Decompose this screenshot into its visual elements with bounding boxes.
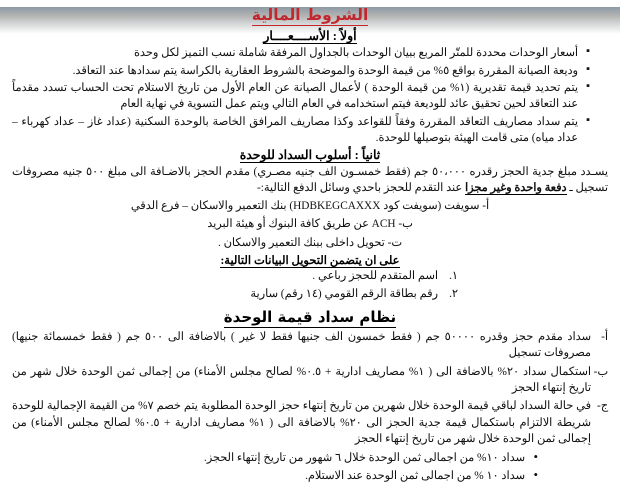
payment-method-item-ach-text: ACH عن طريق كافة البنوك أو هيئة البريد bbox=[207, 218, 396, 231]
price-bullet-3-text: يتم تحديد قيمة تقديرية (١% من قيمة الوحدة ) لأعمال الصيانة عن العام الأول من تاريخ الاستلام تحت الحساب تسدد مقدماً عند التعاقد لحين تحقيق عائد للوديعة فيتم استخدامه في العام التالي ويتم عمل التسوية في نهاية العام bbox=[12, 82, 578, 111]
price-bullet-1-text: أسعار الوحدات محددة للمتّر المربع ببيان الوحدات بالجداول المرفقة شاملة نسب التميز لكل وحدة bbox=[134, 47, 578, 60]
section-heading-payment-method bbox=[12, 148, 608, 163]
transfer-detail-2-text: رقم بطاقة الرقم القومي (١٤ رقم) سارية bbox=[250, 287, 438, 300]
document-content bbox=[0, 7, 620, 484]
payment-method-intro bbox=[12, 164, 608, 196]
list-item bbox=[12, 45, 590, 61]
prices-bullet-list bbox=[12, 45, 608, 146]
payment-method-intro-part2: عند التقدم للحجز باحدي وسائل الدفع التالية:- bbox=[256, 182, 465, 195]
unit-payment-item-b-text: استكمال سداد ٢٠% بالاضافة الى ( ١% مصاريف ادارية + ٠.٥% لصالح مجلس الأمناء) من إجمالى ثمن الوحدة خلال شهر من تاريخ إنتهاء الحجز bbox=[12, 365, 591, 395]
unit-payment-item-a bbox=[12, 329, 608, 362]
price-bullet-2-text: وديعة الصيانة المقررة بواقع ٥% من قيمة الوحدة والموضحة بالشروط العقارية بالكراسة يتم سدادها عند التعاقد. bbox=[72, 64, 578, 77]
list-item bbox=[12, 450, 538, 466]
section-heading-prices-text: أولاً : الأســــعــــار bbox=[263, 28, 357, 43]
unit-payment-item-c-text: في حالة السداد لباقي قيمة الوحدة خلال شهرين من تاريخ إنتهاء حجز الوحدة المطلوبة يتم خصم ٧% من القيمة الإجمالية للوحدة شريطة الالتزام باستكمال قيمة جدية الحجز الى ٢٠% بالاضافة الى ( ١% مصاريف ادارية + ٠.٥% لصالح مجلس الأمناء) من إجمالى ثمن الوحدة خلال شهر من تاريخ إنتهاء الحجز bbox=[12, 400, 591, 446]
installment-2-text: سداد ١٠ % من اجمالى ثمن الوحدة عند الاستلام. bbox=[305, 469, 525, 482]
section-heading-payment-method-text: ثانياً : أسلوب السداد للوحدة bbox=[239, 148, 381, 162]
payment-method-item-swift-text: سويفت (سويفت كود HDBKEGCAXXX) بنك التعمير والاسكان – فرع الدقي bbox=[130, 200, 480, 213]
unit-payment-installments-list bbox=[12, 450, 608, 485]
payment-method-item-internal-transfer-label: ت- bbox=[387, 236, 403, 249]
unit-payment-item-c-label: ج- bbox=[596, 400, 608, 413]
unit-payment-item-b-label: ب- bbox=[593, 365, 608, 378]
list-item bbox=[12, 63, 590, 79]
section-heading-unit-payment-system bbox=[12, 308, 608, 326]
payment-method-intro-part1: يسـدد مبلغ جدية الحجز رقدره ٥٠،٠٠٠ جم (فقط خمسـون الف جنيه مصـري) مقدم الحجز بالاضـافة الى مبلغ ٥٠٠ جنيه مصروفات تسجيل ـ bbox=[12, 166, 608, 195]
list-item bbox=[12, 80, 590, 112]
installment-1-text: سداد ١٠% من اجمالى ثمن الوحدة خلال ٦ شهور من تاريخ إنتهاء الحجز. bbox=[203, 451, 525, 464]
payment-method-item-internal-transfer-text: تحويل داخلى ببنك التعمير والاسكان . bbox=[217, 236, 385, 249]
transfer-details-heading-text: على ان يتضمن التحويل البيانات التالية: bbox=[220, 255, 400, 268]
section-heading-unit-payment-system-text: نظام سداد قيمة الوحدة bbox=[223, 307, 397, 326]
payment-method-item-internal-transfer bbox=[12, 235, 608, 251]
payment-method-item-ach bbox=[12, 216, 608, 232]
document-title-text: الشروط المالية bbox=[251, 6, 369, 24]
list-item bbox=[12, 114, 590, 146]
list-item bbox=[12, 286, 458, 302]
payment-method-item-swift-label: أ- bbox=[482, 200, 490, 213]
payment-method-item-swift bbox=[12, 198, 608, 214]
transfer-details-heading bbox=[12, 253, 608, 267]
list-item bbox=[12, 468, 538, 484]
price-bullet-4-text: يتم سداد مصاريف التعاقد المقررة وفقاً للقواعد وكذا مصاريف المرافق الخاصة بالوحدة السكنية (عداد غاز – عداد كهرباء – عداد مياه) متى قامت الهيئة بتوصيلها للوحدة. bbox=[12, 115, 578, 144]
unit-payment-item-b bbox=[12, 364, 608, 397]
unit-payment-item-a-label: أ- bbox=[601, 330, 608, 343]
document-page bbox=[0, 7, 620, 503]
transfer-detail-1-text: اسم المتقدم للحجز رباعي . bbox=[312, 270, 438, 283]
list-item bbox=[12, 268, 458, 284]
payment-method-item-ach-label: ب- bbox=[398, 218, 413, 231]
transfer-detail-2-number: ٢. bbox=[449, 287, 458, 300]
document-title bbox=[12, 7, 608, 26]
section-heading-prices bbox=[12, 29, 608, 44]
unit-payment-item-a-text: سداد مقدم حجز وقدره ٥٠٠٠٠ جم ( فقط خمسون الف جنيها فقط لا غير ) بالاضافة الى ٥٠٠ جم ( فقط خمسمائة جنيها) مصروفات تسجيل bbox=[12, 330, 591, 360]
transfer-detail-1-number: ١. bbox=[449, 270, 458, 283]
transfer-details-list bbox=[12, 268, 608, 302]
unit-payment-item-c bbox=[12, 398, 608, 447]
payment-method-intro-emphasis: دفعة واحدة وغير مجزا bbox=[465, 182, 567, 195]
